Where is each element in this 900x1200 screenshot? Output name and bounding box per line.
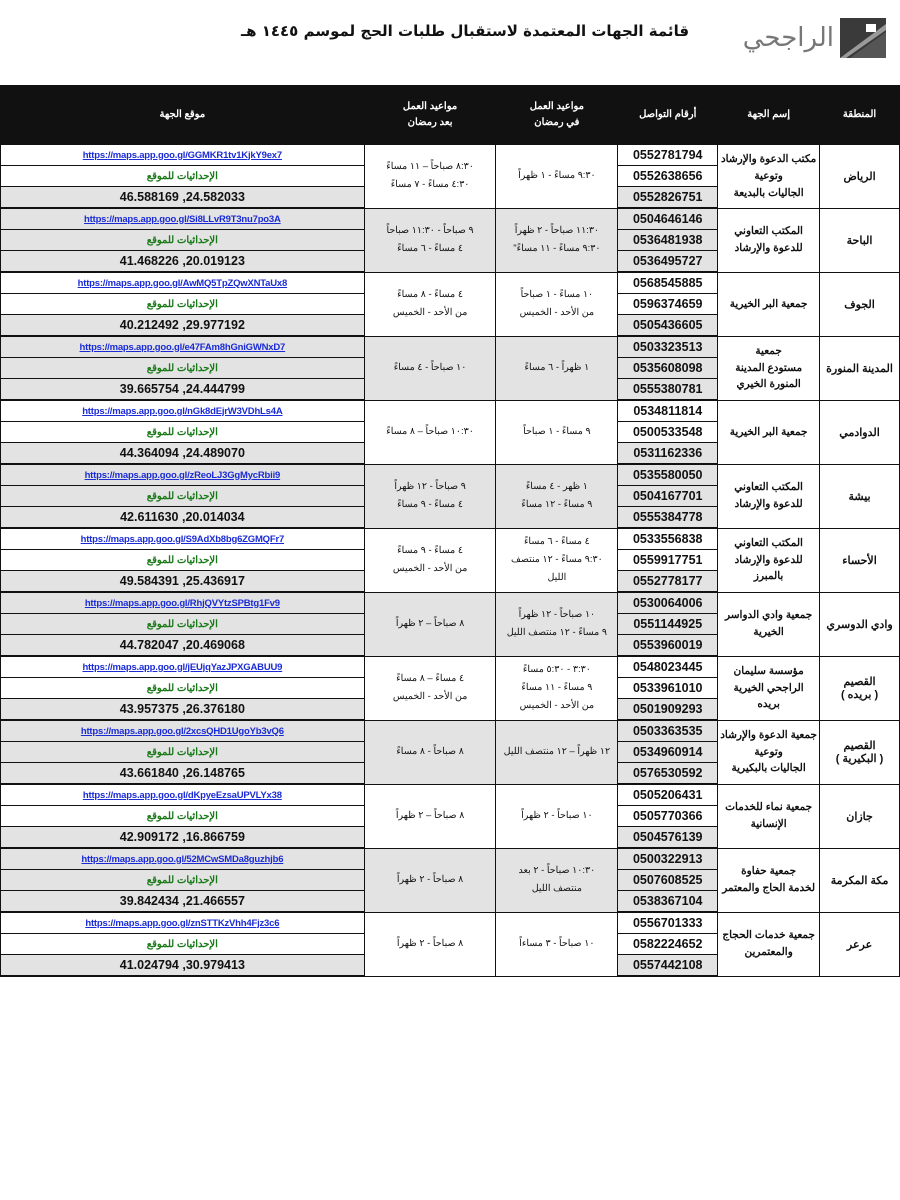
coords-label[interactable]: الإحداثيات للموقع bbox=[146, 810, 218, 822]
location-link-cell bbox=[1, 336, 365, 358]
table-row bbox=[1, 912, 900, 934]
phone-number: 0557442108 bbox=[618, 955, 718, 977]
coords-cell bbox=[1, 251, 365, 273]
phone-number: 0553960019 bbox=[618, 635, 718, 657]
location-link-cell bbox=[1, 720, 365, 742]
entity-line: جمعية نماء للخدمات الإنسانية bbox=[725, 801, 813, 830]
table-header-row bbox=[1, 86, 900, 145]
region-cell bbox=[820, 464, 900, 528]
table-row bbox=[1, 145, 900, 166]
after-line: ٤ مساءً - ٨ مساءً bbox=[397, 288, 463, 300]
entity-cell bbox=[718, 592, 820, 656]
after-ramadan-hours-cell bbox=[364, 656, 496, 720]
after-line: ٤ مساءً - ٦ مساءً bbox=[397, 243, 463, 254]
after-line: ٨:٣٠ صباحاً – ١١ مساءً bbox=[386, 161, 474, 173]
region-line: القصيم bbox=[843, 740, 876, 752]
location-link-cell bbox=[1, 784, 365, 806]
header-entity: إسم الجهة bbox=[718, 86, 820, 145]
phone-number: 0503323513 bbox=[618, 336, 718, 358]
region-line: الرياض bbox=[843, 170, 876, 183]
location-link-cell bbox=[1, 848, 365, 870]
coords-cell bbox=[1, 955, 365, 977]
entity-line: الجاليات بالبكيرية bbox=[731, 762, 806, 775]
entity-cell bbox=[718, 912, 820, 976]
ramadan-line: ٩ مساءً - ١١ مساءً bbox=[521, 681, 593, 693]
after-line: ٤ مساءً – ٨ مساءً bbox=[396, 672, 465, 684]
coordinates: 25.436917, 49.584391 bbox=[119, 574, 245, 588]
after-line: ٨ صباحاً - ٢ ظهراً bbox=[396, 873, 464, 885]
map-link[interactable]: https://maps.app.goo.gl/zReoLJ3GgMycRbii9 bbox=[84, 469, 281, 481]
table-row bbox=[1, 784, 900, 806]
coords-label[interactable]: الإحداثيات للموقع bbox=[146, 298, 218, 310]
region-cell bbox=[820, 592, 900, 656]
region-cell bbox=[820, 848, 900, 912]
coords-cell bbox=[1, 443, 365, 465]
phone-number: 0552638656 bbox=[618, 166, 718, 187]
coords-label-cell bbox=[1, 934, 365, 955]
entity-line: لخدمة الحاج والمعتمر bbox=[722, 882, 816, 894]
phone-number: 0551144925 bbox=[618, 614, 718, 635]
entity-line: جمعية حفاوة bbox=[741, 865, 797, 878]
after-line: ٨ صباحاً – ٢ ظهراً bbox=[395, 617, 465, 629]
phone-number: 0576530592 bbox=[618, 763, 718, 785]
phone-number: 0582224652 bbox=[618, 934, 718, 955]
entity-line: بالمبرز bbox=[753, 570, 784, 583]
region-line: ( البكيرية ) bbox=[835, 753, 884, 765]
after-line: من الأحد - الخميس bbox=[392, 691, 468, 702]
after-ramadan-hours-cell bbox=[364, 784, 496, 848]
ramadan-line: ٩ مساءً - ١٢ منتصف الليل bbox=[506, 627, 607, 638]
after-line: ٤:٣٠ مساءً - ٧ مساءً bbox=[390, 179, 470, 191]
region-cell bbox=[820, 208, 900, 272]
entity-line: بريده bbox=[757, 698, 780, 711]
coords-label[interactable]: الإحداثيات للموقع bbox=[146, 746, 218, 758]
phone-number: 0555384778 bbox=[618, 507, 718, 529]
phone-number: 0503363535 bbox=[618, 720, 718, 742]
entity-cell bbox=[718, 208, 820, 272]
header-phones: أرقام التواصل bbox=[618, 86, 718, 145]
phone-number: 0505770366 bbox=[618, 806, 718, 827]
entity-line: مكتب الدعوة والإرشاد وتوعية bbox=[721, 153, 817, 182]
after-ramadan-hours-cell bbox=[364, 464, 496, 528]
after-line: ٨ صباحاً - ٢ ظهراً bbox=[396, 937, 464, 949]
location-link-cell bbox=[1, 400, 365, 422]
ramadan-line: ٩:٣٠ مساءً - ١ ظهراً bbox=[518, 170, 596, 182]
after-ramadan-hours-cell bbox=[364, 592, 496, 656]
phone-number: 0534811814 bbox=[618, 400, 718, 422]
ramadan-line: ١١:٣٠ صباحاً - ٢ ظهراً bbox=[514, 224, 600, 236]
coordinates: 21.466557, 39.842434 bbox=[119, 894, 245, 908]
ramadan-line: ١ ظهر - ٤ مساءً bbox=[525, 480, 588, 492]
phone-number: 0568545885 bbox=[618, 272, 718, 294]
after-line: ٩ صباحاً - ١١:٣٠ صباحاً bbox=[386, 224, 474, 236]
ramadan-line: ٩ مساءً - ١ صباحاً bbox=[523, 425, 591, 437]
map-link[interactable]: https://maps.app.goo.gl/znSTTKzVhh4Fjz3c6 bbox=[85, 917, 280, 929]
phone-number: 0555380781 bbox=[618, 379, 718, 401]
ramadan-line: ١ ظهراً - ٦ مساءً bbox=[524, 361, 590, 373]
phone-number: 0535580050 bbox=[618, 464, 718, 486]
region-line: بيشة bbox=[848, 490, 871, 503]
header-after-ramadan-hours: مواعيد العمل بعد رمضان bbox=[364, 86, 496, 145]
alrajhi-logo-icon bbox=[840, 18, 886, 58]
ramadan-line: منتصف الليل bbox=[531, 883, 582, 894]
after-ramadan-hours-cell bbox=[364, 272, 496, 336]
ramadan-line: ٩ مساءً - ١٢ مساءً bbox=[521, 499, 593, 510]
location-link-cell bbox=[1, 528, 365, 550]
after-ramadan-hours-cell bbox=[364, 528, 496, 592]
coordinates: 20.469068, 44.782047 bbox=[119, 638, 245, 652]
after-line: من الأحد - الخميس bbox=[392, 563, 468, 574]
entity-line: مستودع المدينة المنورة الخيري bbox=[735, 361, 803, 391]
region-line: الجوف bbox=[844, 298, 875, 311]
table-row bbox=[1, 720, 900, 742]
region-line: الدوادمي bbox=[839, 426, 880, 439]
coords-label-cell bbox=[1, 678, 365, 699]
header-location: موقع الجهة bbox=[1, 86, 365, 145]
phone-number: 0552778177 bbox=[618, 571, 718, 593]
coords-label[interactable]: الإحداثيات للموقع bbox=[146, 682, 218, 694]
coords-label[interactable]: الإحداثيات للموقع bbox=[146, 938, 218, 950]
region-line: الأحساء bbox=[842, 554, 877, 567]
after-ramadan-hours-cell bbox=[364, 336, 496, 400]
coords-label[interactable]: الإحداثيات للموقع bbox=[146, 618, 218, 630]
phone-number: 0596374659 bbox=[618, 294, 718, 315]
phone-number: 0500322913 bbox=[618, 848, 718, 870]
after-line: ٨ صباحاً – ٢ ظهراً bbox=[395, 809, 465, 821]
phone-number: 0538367104 bbox=[618, 891, 718, 913]
entity-line: جمعية bbox=[755, 344, 782, 357]
phone-number: 0531162336 bbox=[618, 443, 718, 465]
region-line: وادي الدوسري bbox=[826, 618, 893, 631]
table-row bbox=[1, 400, 900, 422]
coords-cell bbox=[1, 635, 365, 657]
map-link[interactable]: https://maps.app.goo.gl/GGMKR1tv1KjkY9ex7 bbox=[82, 149, 282, 161]
entities-table bbox=[0, 85, 900, 977]
ramadan-line: ١٠ صباحاً - ٣ مساءاً bbox=[519, 937, 595, 949]
ramadan-line: ١٢ ظهراً – ١٢ منتصف الليل bbox=[503, 745, 611, 757]
region-line: المدينة المنورة bbox=[826, 362, 893, 375]
coords-cell bbox=[1, 379, 365, 401]
coordinates: 24.582033, 46.588169 bbox=[119, 190, 245, 204]
coords-cell bbox=[1, 699, 365, 721]
ramadan-line: من الأحد - الخميس bbox=[519, 307, 595, 318]
ramadan-hours-cell bbox=[496, 272, 618, 336]
ramadan-hours-cell bbox=[496, 528, 618, 592]
phone-number: 0536481938 bbox=[618, 230, 718, 251]
ramadan-line: ٩:٣٠ مساءً - ١٢ منتصف bbox=[511, 553, 603, 565]
location-link-cell bbox=[1, 272, 365, 294]
ramadan-line: ١٠:٣٠ صباحاً - ٢ بعد bbox=[518, 864, 596, 876]
page-title: قائمة الجهات المعتمدة لاستقبال طلبات الحج لموسم ١٤٤٥ هـ bbox=[240, 22, 690, 40]
coordinates: 30.979413, 41.024794 bbox=[119, 958, 245, 972]
region-cell bbox=[820, 784, 900, 848]
header-region: المنطقة bbox=[820, 86, 900, 145]
region-line: عرعر bbox=[846, 938, 873, 951]
coords-label-cell bbox=[1, 806, 365, 827]
coordinates: 29.977192, 40.212492 bbox=[119, 318, 245, 332]
coordinates: 26.148765, 43.661840 bbox=[119, 766, 245, 780]
coords-label[interactable]: الإحداثيات للموقع bbox=[146, 554, 218, 566]
coordinates: 20.019123, 41.468226 bbox=[119, 254, 245, 268]
region-cell bbox=[820, 400, 900, 464]
entity-line: المكتب التعاوني للدعوة والإرشاد bbox=[734, 225, 803, 254]
phone-number: 0535608098 bbox=[618, 358, 718, 379]
header-ramadan-hours: مواعيد العمل في رمضان bbox=[496, 86, 618, 145]
region-line: القصيم bbox=[843, 676, 876, 688]
location-link-cell bbox=[1, 656, 365, 678]
coords-label[interactable]: الإحداثيات للموقع bbox=[146, 234, 218, 246]
ramadan-line: ٣:٣٠ - ٥:٣٠ مساءً bbox=[522, 663, 591, 675]
region-cell bbox=[820, 336, 900, 400]
entity-cell bbox=[718, 656, 820, 720]
after-line: ٨ صباحاً - ٨ مساءً bbox=[396, 745, 464, 757]
after-ramadan-hours-cell bbox=[364, 912, 496, 976]
ramadan-line: الليل bbox=[547, 572, 567, 584]
entity-cell bbox=[718, 464, 820, 528]
entity-cell bbox=[718, 145, 820, 209]
location-link-cell bbox=[1, 464, 365, 486]
brand-logo bbox=[743, 12, 886, 64]
phone-number: 0530064006 bbox=[618, 592, 718, 614]
phone-number: 0501909293 bbox=[618, 699, 718, 721]
entity-cell bbox=[718, 720, 820, 784]
region-cell bbox=[820, 912, 900, 976]
entity-line: مؤسسة سليمان الراجحي الخيرية bbox=[733, 664, 804, 694]
coords-label[interactable]: الإحداثيات للموقع bbox=[146, 874, 218, 886]
map-link[interactable]: https://maps.app.goo.gl/52MCwSMDa8guzhjb6 bbox=[81, 853, 284, 865]
ramadan-hours-cell bbox=[496, 208, 618, 272]
entity-cell bbox=[718, 848, 820, 912]
entity-line: جمعية وادي الدواسر الخيرية bbox=[724, 609, 813, 638]
table-row bbox=[1, 272, 900, 294]
region-line: مكة المكرمة bbox=[830, 874, 889, 887]
ramadan-hours-cell bbox=[496, 336, 618, 400]
table-row bbox=[1, 336, 900, 358]
phone-number: 0504646146 bbox=[618, 208, 718, 230]
coords-label[interactable]: الإحداثيات للموقع bbox=[146, 490, 218, 502]
map-link[interactable]: https://maps.app.goo.gl/nGk8dEjrW3VDhLs4A bbox=[82, 405, 283, 417]
table-row bbox=[1, 592, 900, 614]
entity-line: جمعية الدعوة والإرشاد وتوعية bbox=[720, 728, 818, 758]
ramadan-hours-cell bbox=[496, 400, 618, 464]
ramadan-hours-cell bbox=[496, 592, 618, 656]
coordinates: 24.444799, 39.665754 bbox=[119, 382, 245, 396]
after-line: ٤ مساءً - ٩ مساءً bbox=[397, 499, 463, 510]
after-line: ١٠ صباحاً - ٤ مساءً bbox=[393, 361, 467, 373]
coords-label-cell bbox=[1, 870, 365, 891]
phone-number: 0504167701 bbox=[618, 486, 718, 507]
entity-cell bbox=[718, 528, 820, 592]
coordinates: 16.866759, 42.909172 bbox=[119, 830, 245, 844]
ramadan-hours-cell bbox=[496, 656, 618, 720]
after-ramadan-hours-cell bbox=[364, 400, 496, 464]
phone-number: 0504576139 bbox=[618, 827, 718, 849]
coords-label[interactable]: الإحداثيات للموقع bbox=[146, 170, 218, 182]
coords-label-cell bbox=[1, 230, 365, 251]
ramadan-hours-cell bbox=[496, 464, 618, 528]
coords-label-cell bbox=[1, 166, 365, 187]
ramadan-line: ١٠ صباحاً - ٢ ظهراً bbox=[521, 809, 593, 821]
coords-cell bbox=[1, 507, 365, 529]
ramadan-line: ٩:٣٠ مساءً - ١١ مساءً" bbox=[513, 243, 601, 254]
entity-line: جمعية خدمات الحجاج والمعتمرين bbox=[722, 929, 815, 958]
phone-number: 0559917751 bbox=[618, 550, 718, 571]
coords-cell bbox=[1, 827, 365, 849]
ramadan-hours-cell bbox=[496, 720, 618, 784]
phone-number: 0533556838 bbox=[618, 528, 718, 550]
phone-number: 0507608525 bbox=[618, 870, 718, 891]
after-ramadan-hours-cell bbox=[364, 145, 496, 209]
map-link[interactable]: https://maps.app.goo.gl/jEUjqYazJPXGABUU9 bbox=[82, 661, 283, 673]
table-row bbox=[1, 528, 900, 550]
after-line: ١٠:٣٠ صباحاً – ٨ مساءً bbox=[386, 425, 474, 437]
entity-cell bbox=[718, 272, 820, 336]
location-link-cell bbox=[1, 145, 365, 166]
table-row bbox=[1, 464, 900, 486]
region-line: الباحة bbox=[846, 234, 873, 247]
entity-cell bbox=[718, 400, 820, 464]
region-cell bbox=[820, 145, 900, 209]
after-ramadan-hours-cell bbox=[364, 720, 496, 784]
map-link[interactable]: https://maps.app.goo.gl/S9AdXb8bg6ZGMQFr7 bbox=[80, 533, 285, 545]
phone-number: 0505206431 bbox=[618, 784, 718, 806]
coords-cell bbox=[1, 891, 365, 913]
after-ramadan-hours-cell bbox=[364, 848, 496, 912]
region-cell bbox=[820, 272, 900, 336]
coords-label-cell bbox=[1, 550, 365, 571]
region-line: جازان bbox=[846, 810, 873, 823]
coords-label[interactable]: الإحداثيات للموقع bbox=[146, 426, 218, 438]
phone-number: 0536495727 bbox=[618, 251, 718, 273]
ramadan-line: ٤ مساءً - ٦ مساءً bbox=[523, 535, 590, 547]
ramadan-hours-cell bbox=[496, 145, 618, 209]
phone-number: 0552781794 bbox=[618, 145, 718, 166]
table-row bbox=[1, 848, 900, 870]
coords-cell bbox=[1, 763, 365, 785]
ramadan-line: ١٠ صباحاً - ١٢ ظهراً bbox=[518, 608, 596, 620]
map-link[interactable]: https://maps.app.goo.gl/e47FAm8hGniGWNxD7 bbox=[79, 341, 286, 353]
phone-number: 0548023445 bbox=[618, 656, 718, 678]
entity-cell bbox=[718, 336, 820, 400]
phone-number: 0505436605 bbox=[618, 315, 718, 337]
map-link[interactable]: https://maps.app.goo.gl/Si8LLvR9T3nu7po3A bbox=[84, 213, 281, 225]
table-row bbox=[1, 208, 900, 230]
phone-number: 0534960914 bbox=[618, 742, 718, 763]
phone-number: 0556701333 bbox=[618, 912, 718, 934]
coords-label-cell bbox=[1, 614, 365, 635]
coordinates: 20.014034, 42.611630 bbox=[120, 510, 245, 524]
phone-number: 0500533548 bbox=[618, 422, 718, 443]
logo-text: الراجحي bbox=[742, 23, 834, 53]
region-cell bbox=[820, 720, 900, 784]
coords-cell bbox=[1, 187, 365, 209]
after-line: ٤ مساءً - ٩ مساءً bbox=[397, 544, 463, 556]
phone-number: 0552826751 bbox=[618, 187, 718, 209]
coords-label-cell bbox=[1, 742, 365, 763]
after-line: ٩ صباحاً - ١٢ ظهراً bbox=[394, 480, 466, 492]
map-link[interactable]: https://maps.app.goo.gl/dKpyeEzsaUPVLYx38 bbox=[82, 789, 282, 801]
entity-line: الجاليات بالبديعة bbox=[733, 186, 804, 199]
location-link-cell bbox=[1, 592, 365, 614]
coords-label-cell bbox=[1, 358, 365, 379]
ramadan-hours-cell bbox=[496, 912, 618, 976]
after-ramadan-hours-cell bbox=[364, 208, 496, 272]
entity-cell bbox=[718, 784, 820, 848]
map-link[interactable]: https://maps.app.goo.gl/RhjQVYtzSPBtg1Fv9 bbox=[84, 597, 280, 609]
entity-line: المكتب التعاوني للدعوة والإرشاد bbox=[734, 536, 803, 566]
coordinates: 26.376180, 43.957375 bbox=[119, 702, 245, 716]
map-link[interactable]: https://maps.app.goo.gl/2xcsQHD1UgoYb3vQ6 bbox=[80, 725, 284, 737]
coordinates: 24.489070, 44.364094 bbox=[119, 446, 245, 460]
region-line: ( بريده ) bbox=[840, 689, 879, 701]
coords-label-cell bbox=[1, 294, 365, 315]
page-header bbox=[0, 0, 900, 80]
phone-number: 0533961010 bbox=[618, 678, 718, 699]
coords-label[interactable]: الإحداثيات للموقع bbox=[146, 362, 218, 374]
coords-label-cell bbox=[1, 422, 365, 443]
entity-line: جمعية البر الخيرية bbox=[729, 297, 808, 310]
entity-line: جمعية البر الخيرية bbox=[729, 425, 808, 438]
coords-cell bbox=[1, 315, 365, 337]
ramadan-line: ١٠ مساءً - ١ صباحاً bbox=[520, 288, 594, 300]
region-cell bbox=[820, 528, 900, 592]
ramadan-hours-cell bbox=[496, 784, 618, 848]
ramadan-line: من الأحد - الخميس bbox=[519, 700, 595, 712]
ramadan-hours-cell bbox=[496, 848, 618, 912]
location-link-cell bbox=[1, 208, 365, 230]
after-line: من الأحد - الخميس bbox=[392, 307, 468, 318]
map-link[interactable]: https://maps.app.goo.gl/AwMQ5TpZQwXNTaUx8 bbox=[77, 277, 288, 289]
coords-cell bbox=[1, 571, 365, 593]
coords-label-cell bbox=[1, 486, 365, 507]
table-row bbox=[1, 656, 900, 678]
entity-line: المكتب التعاوني للدعوة والإرشاد bbox=[734, 481, 803, 510]
location-link-cell bbox=[1, 912, 365, 934]
region-cell bbox=[820, 656, 900, 720]
